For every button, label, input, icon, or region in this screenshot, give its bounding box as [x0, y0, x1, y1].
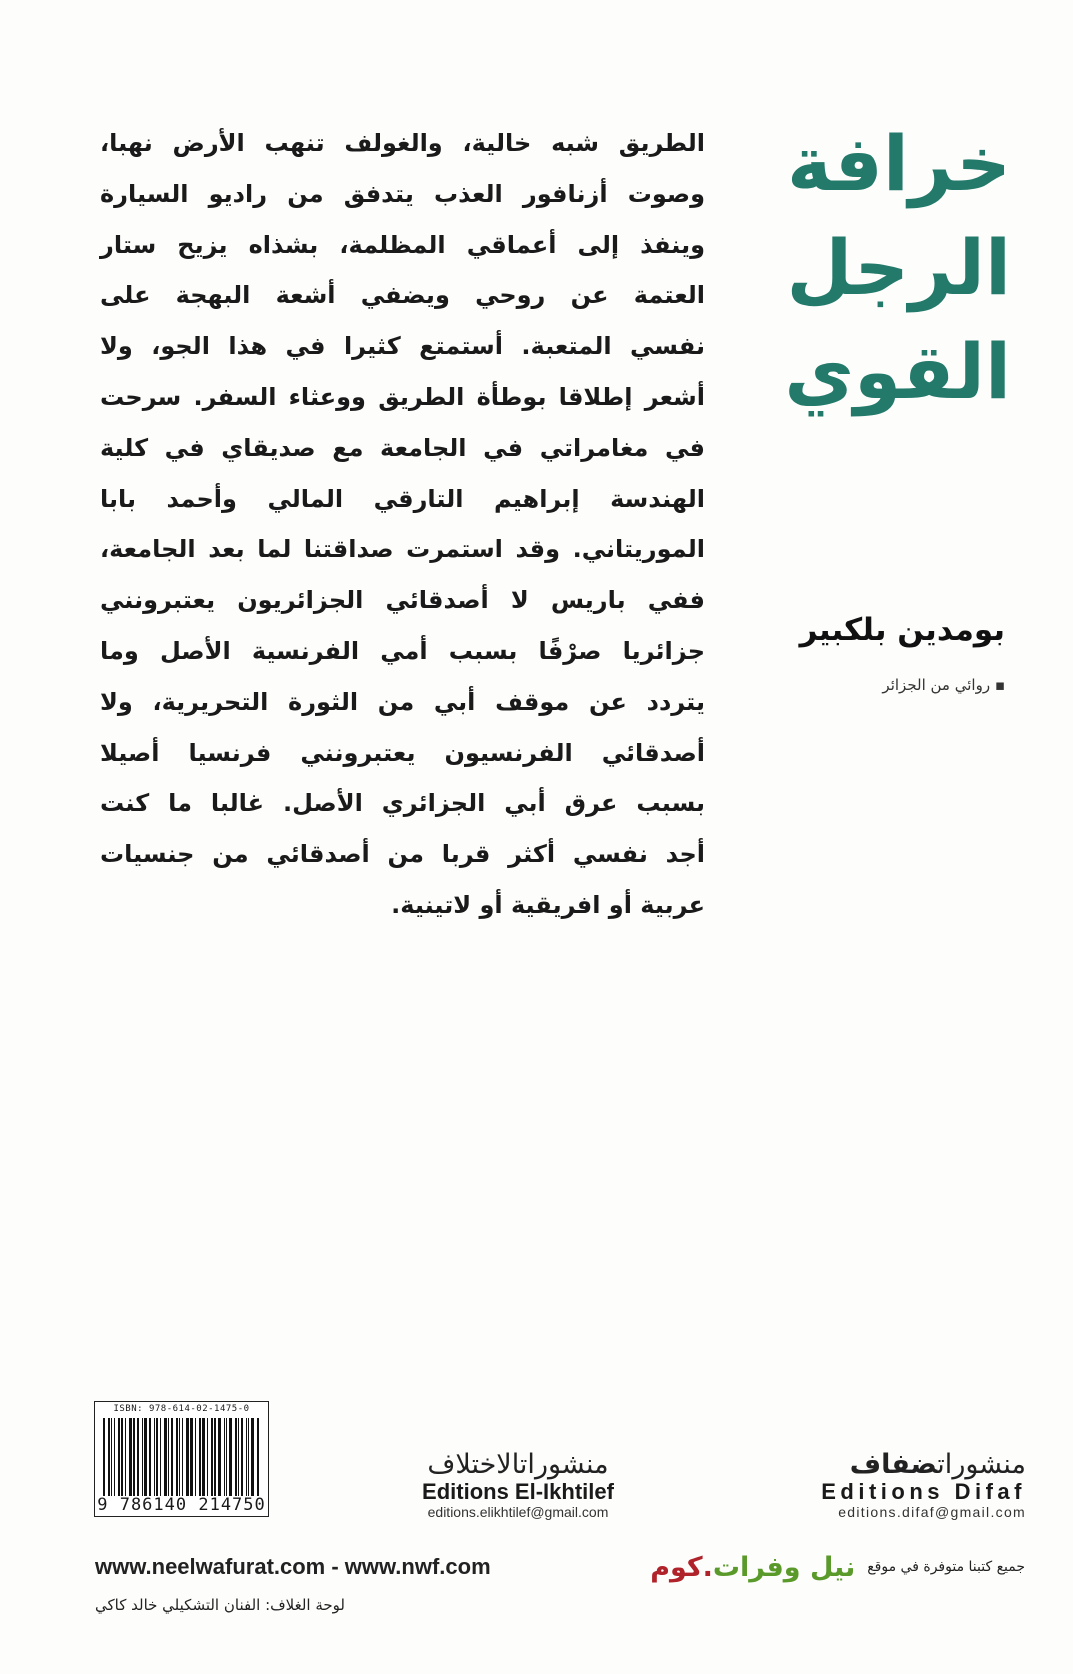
- blurb-line: نفسي المتعبة. أستمتع كثيرا في هذا الجو، ولا: [100, 332, 705, 361]
- barcode-bar: [108, 1418, 110, 1496]
- title-line: الرجل: [786, 223, 1011, 312]
- isbn-text: ISBN: 978-614-02-1475-0: [113, 1404, 250, 1414]
- barcode-bar: [190, 1418, 193, 1496]
- publisher-difaf-name: Editions Difaf: [821, 1479, 1026, 1504]
- barcode-bar: [125, 1418, 126, 1496]
- barcode-bar: [238, 1418, 239, 1496]
- barcode-bar: [235, 1418, 237, 1496]
- barcode-bar: [118, 1418, 120, 1496]
- blurb-line: عربية أو افريقية أو لاتينية.: [391, 890, 705, 919]
- barcode-bar: [195, 1418, 196, 1496]
- book-title: [771, 112, 1011, 424]
- blurb-line: الموريتاني. وقد استمرت صداقتنا لما بعد الجامعة،: [100, 535, 705, 564]
- barcode-bar: [129, 1418, 132, 1496]
- barcode-bars: [103, 1418, 260, 1496]
- ean-number: 9 786140 214750: [97, 1495, 266, 1515]
- blurb-line: ففي باريس لا أصدقائي الجزائريون يعتبرونني: [100, 586, 705, 615]
- barcode-bar: [142, 1418, 143, 1496]
- blurb-line: أشعر إطلاقا بوطأة الطريق ووعثاء السفر. سرحت: [100, 382, 705, 411]
- barcode-bar: [248, 1418, 249, 1496]
- footer-websites: [95, 1550, 1025, 1584]
- title-line: خرافة: [787, 119, 1011, 208]
- barcode-bar: [171, 1418, 173, 1496]
- publisher-difaf-arabic-name: ضفاف: [849, 1449, 938, 1480]
- website-urls: www.neelwafurat.com - www.nwf.com: [95, 1554, 491, 1579]
- blurb-line: أصدقائي الفرنسيون يعتبرونني فرنسيا أصيلا: [100, 738, 705, 767]
- barcode-bar: [121, 1418, 123, 1496]
- barcode-bar: [168, 1418, 169, 1496]
- barcode-bar: [257, 1418, 259, 1496]
- publisher-ikhtilef-email: editions.elikhtilef@gmail.com: [427, 1504, 609, 1520]
- barcode-bar: [211, 1418, 213, 1496]
- barcode-bar: [137, 1418, 139, 1496]
- barcode-bar: [182, 1418, 183, 1496]
- availability-text: جميع كتبنا متوفرة في موقع: [867, 1559, 1025, 1575]
- barcode-bar: [149, 1418, 151, 1496]
- barcode-bar: [133, 1418, 135, 1496]
- barcode-bar: [207, 1418, 208, 1496]
- publisher-ikhtilef-name: Editions El-Ikhtilef: [422, 1479, 614, 1504]
- barcode-bar: [164, 1418, 167, 1496]
- author-name: بومدين بلكبير: [799, 612, 1005, 648]
- barcode-bar: [229, 1418, 232, 1496]
- barcode-bar: [214, 1418, 216, 1496]
- blurb-line: يتردد عن موقف أبي من الثورة التحريرية، ولا: [100, 687, 705, 716]
- blurb-line: الطريق شبه خالية، والغولف تنهب الأرض نهبا،: [100, 129, 705, 157]
- title-line: القوي: [784, 327, 1011, 416]
- barcode-bar: [226, 1418, 227, 1496]
- cover-credit: لوحة الغلاف: الفنان التشكيلي خالد كاكي: [95, 1596, 346, 1614]
- barcode-bar: [154, 1418, 155, 1496]
- barcode-bar: [156, 1418, 158, 1496]
- barcode-bar: [114, 1418, 115, 1496]
- blurb-line: الهندسة إبراهيم التارقي المالي وأحمد بابا: [100, 484, 705, 513]
- barcode-bar: [199, 1418, 201, 1496]
- barcode-bar: [186, 1418, 189, 1496]
- barcode-bar: [103, 1418, 105, 1496]
- blurb-text: [100, 118, 705, 931]
- publisher-ikhtilef-arabic-prefix: منشورات: [519, 1449, 609, 1480]
- barcode-bar: [251, 1418, 254, 1496]
- barcode-bar: [160, 1418, 161, 1496]
- barcode-bar: [179, 1418, 180, 1496]
- barcode-bar: [246, 1418, 247, 1496]
- publisher-difaf-logo: [790, 1450, 1026, 1520]
- publisher-ikhtilef-arabic-name: الاختلاف: [427, 1449, 520, 1480]
- blurb-line: أجد نفسي أكثر قربا من أصدقائي من جنسيات: [100, 840, 705, 869]
- blurb-line: جزائريا صرْفًا بسبب أمي الفرنسية الأصل وما: [100, 636, 705, 665]
- blurb-line: وينفذ إلى أعماقي المظلمة، بشذاه يزيح ستار: [100, 230, 705, 259]
- blurb-line: بسبب عرق أبي الجزائري الأصل. غالبا ما كنت: [100, 789, 705, 818]
- blurb-line: في مغامراتي في الجامعة مع صديقاي في كلية: [100, 433, 705, 462]
- blurb-line: وصوت أزنافور العذب يتدفق من راديو السيارة: [100, 179, 705, 208]
- publisher-ikhtilef-logo: [402, 1450, 634, 1520]
- publisher-difaf-email: editions.difaf@gmail.com: [838, 1504, 1026, 1520]
- blurb-line: العتمة عن روحي ويضفي أشعة البهجة على: [100, 281, 705, 310]
- nwf-logo: نيل وفرات.كوم: [650, 1551, 856, 1583]
- barcode-bar: [111, 1418, 112, 1496]
- author-note: ▪ روائي من الجزائر: [882, 676, 1005, 694]
- barcode-bar: [176, 1418, 178, 1496]
- publisher-difaf-arabic-prefix: منشورات: [937, 1449, 1026, 1480]
- barcode-bar: [224, 1418, 225, 1496]
- isbn-barcode: [94, 1401, 269, 1517]
- barcode-bar: [144, 1418, 147, 1496]
- barcode-bar: [202, 1418, 205, 1496]
- barcode-bar: [241, 1418, 243, 1496]
- barcode-bar: [218, 1418, 221, 1496]
